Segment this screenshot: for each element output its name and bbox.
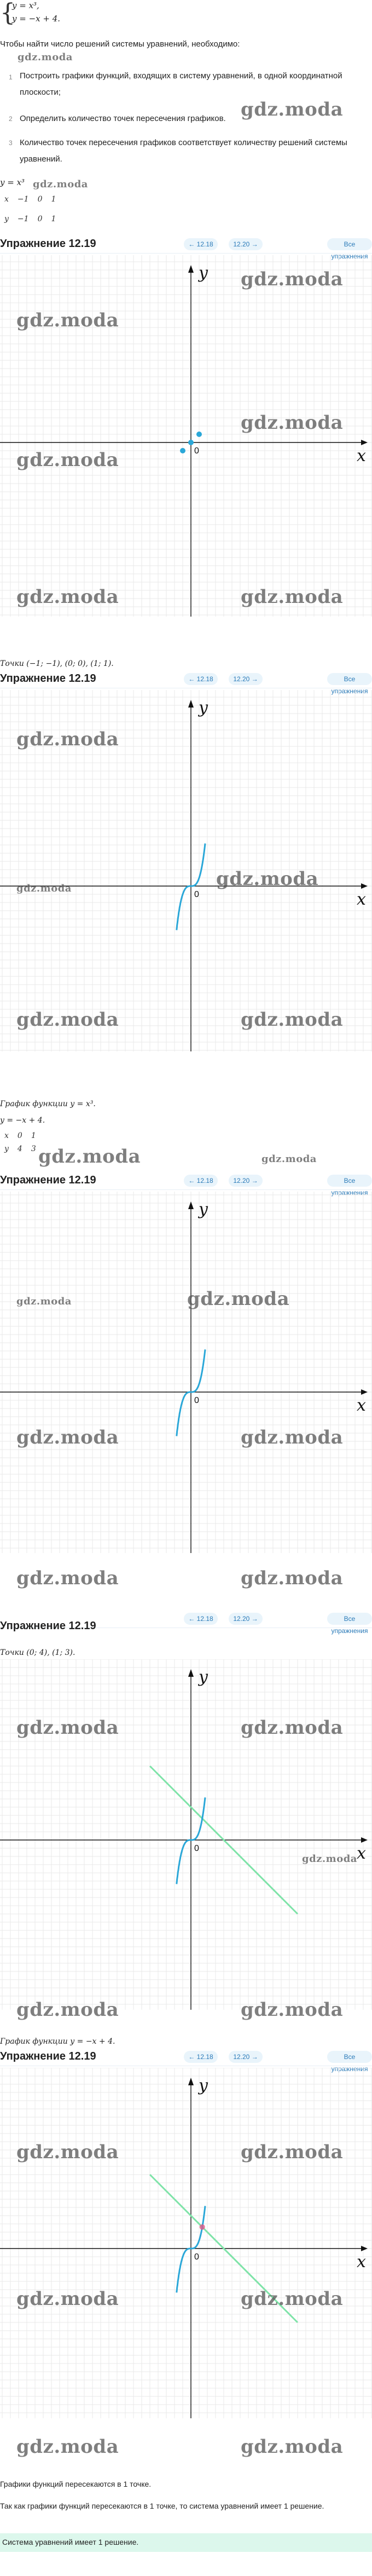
table-cell: 1 bbox=[51, 215, 56, 223]
graph-caption: График функции y = −x + 4. bbox=[0, 2037, 115, 2046]
system-equation-1: y = x³, bbox=[12, 1, 39, 10]
step-text: Количество точек пересечения графиков соответствует количеству решений системы уравнений. bbox=[20, 138, 347, 164]
table-row bbox=[0, 212, 60, 226]
point-marker bbox=[188, 440, 194, 445]
arrow-left-icon: ← bbox=[188, 240, 195, 248]
arrow-right-icon: → bbox=[251, 1177, 258, 1185]
watermark: gdz.moda bbox=[16, 2436, 119, 2458]
intersection-point bbox=[200, 2224, 205, 2230]
graph-panel bbox=[0, 2068, 372, 2418]
arrow-left-icon: ← bbox=[188, 1615, 195, 1623]
y-axis-label: y bbox=[199, 1668, 208, 1687]
watermark: gdz.moda bbox=[16, 1427, 119, 1448]
prev-exercise-button[interactable] bbox=[184, 1613, 218, 1625]
all-exercises-button[interactable]: Все упражнения bbox=[327, 2051, 372, 2063]
next-exercise-label: 12.20 bbox=[233, 675, 250, 683]
arrow-right-icon: → bbox=[251, 240, 258, 248]
y-axis-label: y bbox=[199, 2076, 208, 2095]
watermark: gdz.moda bbox=[241, 1999, 344, 2021]
watermark: gdz.moda bbox=[16, 309, 119, 331]
x-axis-arrow bbox=[361, 1389, 368, 1395]
answer-text: Система уравнений имеет 1 решение. bbox=[2, 2538, 139, 2546]
function-label: y = x³ bbox=[0, 177, 25, 187]
exercise-header bbox=[0, 2047, 372, 2073]
prev-exercise-button[interactable] bbox=[184, 238, 218, 250]
graph-caption: График функции y = x³. bbox=[0, 1100, 96, 1108]
graph-panel bbox=[0, 1192, 372, 1553]
next-exercise-label: 12.20 bbox=[233, 1177, 250, 1185]
all-exercises-button[interactable]: Все упражнения bbox=[327, 1175, 372, 1187]
table-cell: y bbox=[4, 215, 9, 223]
system-brace: { bbox=[0, 0, 15, 27]
watermark: gdz.moda bbox=[16, 2288, 119, 2310]
next-exercise-button[interactable] bbox=[229, 2051, 263, 2063]
y-axis-arrow bbox=[188, 1201, 194, 1209]
exercise-title: Упражнение 12.19 bbox=[0, 672, 96, 685]
prev-exercise-label: 12.18 bbox=[196, 675, 213, 683]
origin-label: 0 bbox=[194, 1396, 199, 1405]
x-axis-arrow bbox=[361, 883, 368, 889]
arrow-left-icon: ← bbox=[188, 1177, 195, 1185]
y-axis-arrow bbox=[188, 265, 194, 273]
watermark: gdz.moda bbox=[33, 179, 88, 190]
table-cell: 3 bbox=[31, 1145, 36, 1153]
watermark: gdz.moda bbox=[216, 868, 319, 890]
coordinate-plane bbox=[0, 2068, 372, 2418]
values-table bbox=[0, 193, 60, 226]
system-equation-2: y = −x + 4. bbox=[12, 14, 61, 24]
watermark: gdz.moda bbox=[16, 1296, 72, 1307]
prev-exercise-label: 12.18 bbox=[196, 1615, 213, 1623]
table-cell: x bbox=[4, 1131, 9, 1140]
watermark: gdz.moda bbox=[241, 1009, 344, 1031]
watermark: gdz.moda bbox=[241, 268, 344, 290]
watermark: gdz.moda bbox=[261, 1153, 317, 1165]
watermark: gdz.moda bbox=[302, 1853, 357, 1865]
y-axis-arrow bbox=[188, 2078, 194, 2085]
table-cell: −1 bbox=[17, 195, 29, 204]
table-cell: 0 bbox=[37, 195, 43, 204]
watermark: gdz.moda bbox=[241, 2436, 344, 2458]
all-exercises-button[interactable]: Все упражнения bbox=[327, 238, 372, 250]
table-cell: 0 bbox=[37, 215, 43, 223]
table-cell: x bbox=[4, 195, 9, 204]
origin-label: 0 bbox=[194, 446, 199, 456]
y-axis-arrow bbox=[188, 1669, 194, 1677]
arrow-right-icon: → bbox=[251, 2053, 258, 2061]
table-row bbox=[0, 1142, 40, 1155]
table-row bbox=[0, 193, 60, 206]
exercise-title: Упражнение 12.19 bbox=[0, 2050, 96, 2062]
exercise-header bbox=[0, 234, 372, 260]
table-row bbox=[0, 1129, 40, 1142]
x-axis-arrow bbox=[361, 2246, 368, 2251]
point-marker bbox=[180, 448, 185, 453]
values-table bbox=[0, 1129, 40, 1155]
watermark: gdz.moda bbox=[241, 2141, 344, 2163]
origin-label: 0 bbox=[194, 1844, 199, 1853]
watermark: gdz.moda bbox=[241, 1717, 344, 1739]
watermark: gdz.moda bbox=[16, 1717, 119, 1739]
step-text: Определить количество точек пересечения графиков. bbox=[20, 114, 226, 123]
y-axis-arrow bbox=[188, 700, 194, 708]
next-exercise-label: 12.20 bbox=[233, 2053, 250, 2061]
table-cell: −1 bbox=[17, 215, 29, 223]
prev-exercise-label: 12.18 bbox=[196, 1177, 213, 1185]
prev-exercise-button[interactable] bbox=[184, 2051, 218, 2063]
table-cell: 4 bbox=[17, 1145, 22, 1153]
next-exercise-label: 12.20 bbox=[233, 240, 250, 248]
table-cell: 1 bbox=[31, 1131, 36, 1140]
point-marker bbox=[196, 432, 202, 437]
exercise-title: Упражнение 12.19 bbox=[0, 238, 96, 250]
x-axis-label: x bbox=[357, 446, 366, 465]
coordinate-plane bbox=[0, 1659, 372, 2010]
watermark: gdz.moda bbox=[16, 883, 72, 894]
grid bbox=[0, 2068, 372, 2418]
exercise-header bbox=[0, 1171, 372, 1197]
x-axis-label: x bbox=[357, 1844, 366, 1863]
table-cell: y bbox=[4, 1145, 9, 1153]
origin-label: 0 bbox=[194, 2252, 199, 2262]
watermark: gdz.moda bbox=[16, 1999, 119, 2021]
next-exercise-button[interactable] bbox=[229, 673, 263, 685]
all-exercises-button[interactable]: Все упражнения bbox=[327, 673, 372, 685]
points-text: Точки (0; 4), (1; 3). bbox=[0, 1648, 75, 1657]
arrow-left-icon: ← bbox=[188, 2053, 195, 2061]
watermark: gdz.moda bbox=[18, 51, 73, 63]
arrow-right-icon: → bbox=[251, 675, 258, 683]
exercise-title: Упражнение 12.19 bbox=[0, 1174, 96, 1186]
prev-exercise-button[interactable] bbox=[184, 1175, 218, 1187]
y-axis-label: y bbox=[199, 263, 208, 283]
grid bbox=[0, 1659, 372, 2010]
next-exercise-button[interactable] bbox=[229, 1613, 263, 1625]
watermark: gdz.moda bbox=[241, 412, 344, 434]
intro-text: Чтобы найти число решений системы уравнений, необходимо: bbox=[0, 39, 240, 49]
watermark: gdz.moda bbox=[241, 99, 344, 120]
function-label: y = −x + 4. bbox=[0, 1116, 45, 1125]
watermark: gdz.moda bbox=[241, 586, 344, 608]
watermark: gdz.moda bbox=[241, 1567, 344, 1589]
y-axis-label: y bbox=[199, 698, 208, 717]
prev-exercise-button[interactable] bbox=[184, 673, 218, 685]
x-axis-label: x bbox=[357, 890, 366, 909]
arrow-right-icon: → bbox=[251, 1615, 258, 1623]
coordinate-plane bbox=[0, 1192, 372, 1553]
exercise-header bbox=[0, 669, 372, 695]
exercise-title: Упражнение 12.19 bbox=[0, 1620, 96, 1632]
watermark: gdz.moda bbox=[16, 2141, 119, 2163]
answer-box bbox=[0, 2533, 372, 2552]
next-exercise-button[interactable] bbox=[229, 238, 263, 250]
conclusion-text: Графики функций пересекаются в 1 точке. bbox=[0, 2480, 152, 2488]
arrow-left-icon: ← bbox=[188, 675, 195, 683]
watermark: gdz.moda bbox=[187, 1288, 290, 1310]
watermark: gdz.moda bbox=[241, 2288, 344, 2310]
grid bbox=[0, 1192, 372, 1553]
x-axis-arrow bbox=[361, 440, 368, 445]
equation-system bbox=[0, 0, 142, 27]
x-axis-label: x bbox=[357, 2252, 366, 2272]
watermark: gdz.moda bbox=[16, 728, 119, 750]
next-exercise-button[interactable] bbox=[229, 1175, 263, 1187]
step-number: 2 bbox=[9, 115, 13, 123]
watermark: gdz.moda bbox=[38, 1146, 141, 1168]
conclusion-text: Так как графики функций пересекаются в 1 точке, то система уравнений имеет 1 решение. bbox=[0, 2502, 324, 2510]
watermark: gdz.moda bbox=[16, 586, 119, 608]
points-text: Точки (−1; −1), (0; 0), (1; 1). bbox=[0, 659, 114, 668]
exercise-header bbox=[0, 1609, 372, 1635]
step-text: Построить графики функций, входящих в систему уравнений, в одной координатной плоскости; bbox=[20, 71, 342, 97]
watermark: gdz.moda bbox=[241, 1427, 344, 1448]
step-number: 3 bbox=[9, 139, 13, 147]
x-axis-label: x bbox=[357, 1396, 366, 1415]
origin-label: 0 bbox=[194, 890, 199, 899]
prev-exercise-label: 12.18 bbox=[196, 240, 213, 248]
watermark: gdz.moda bbox=[16, 1009, 119, 1031]
y-axis-label: y bbox=[199, 1200, 208, 1219]
table-cell: 0 bbox=[17, 1131, 22, 1140]
table-cell: 1 bbox=[51, 195, 56, 204]
next-exercise-label: 12.20 bbox=[233, 1615, 250, 1623]
step-number: 1 bbox=[9, 73, 13, 81]
x-axis-arrow bbox=[361, 1837, 368, 1843]
watermark: gdz.moda bbox=[16, 1567, 119, 1589]
graph-panel bbox=[0, 1659, 372, 2010]
all-exercises-button[interactable]: Все упражнения bbox=[327, 1613, 372, 1625]
prev-exercise-label: 12.18 bbox=[196, 2053, 213, 2061]
watermark: gdz.moda bbox=[16, 449, 119, 471]
